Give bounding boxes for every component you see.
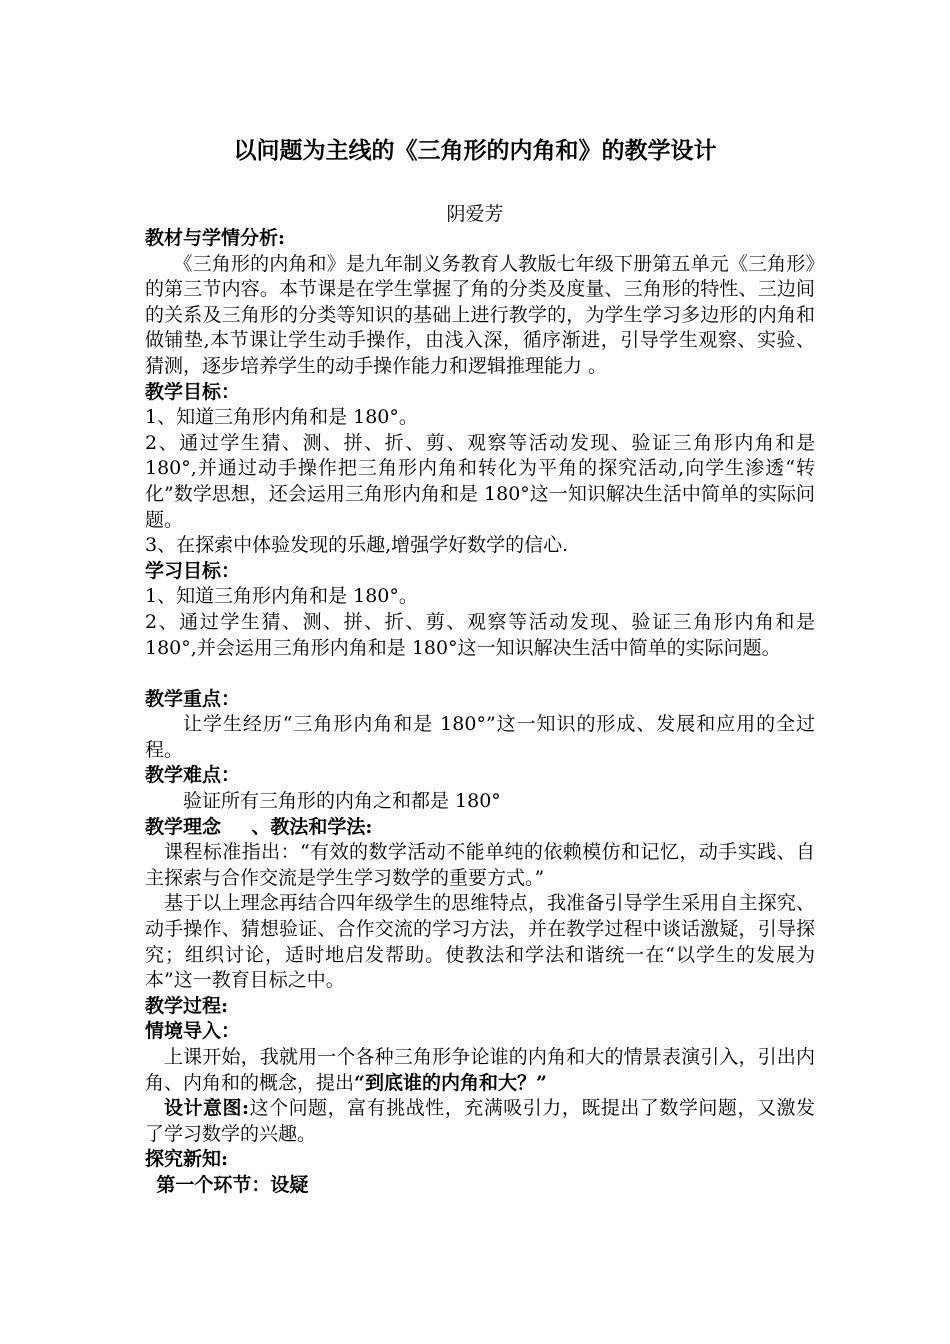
intro-heading: 情境导入： bbox=[145, 1020, 241, 1043]
learning-goals-heading: 学习目标： bbox=[145, 559, 241, 582]
learning-goal-item: 2、通过学生猜、测、拼、折、剪、观察等活动发现、验证三角形内角和是 180°,并会运用三角形内角和是 180°这一知识解决生活中简单的实际问题。 bbox=[145, 610, 815, 659]
key-points-paragraph: 让学生经历“三角形内角和是 180°”这一知识的形成、发展和应用的全过程。 bbox=[145, 713, 815, 761]
key-points-heading: 教学重点： bbox=[145, 687, 241, 710]
process-heading: 教学过程: bbox=[145, 994, 229, 1017]
philosophy-paragraph-2: 基于以上理念再结合四年级学生的思维特点，我准备引导学生采用自主探究、动手操作、猜想验证、合作交流的学习方法，并在教学过程中谈话激疑，引导探究；组织讨论，适时地启发帮助。使教法和学法和谐统一在“以学生的发展为本”这一教育目标之中。 bbox=[145, 892, 815, 992]
intro-text: 上课开始，我就用一个各种三角形争论谁的内角和大的情景表演引入，引出内角、内角和的概念，提出 bbox=[145, 1046, 815, 1094]
teaching-goal-item: 2、通过学生猜、测、拼、折、剪、观察等活动发现、验证三角形内角和是 180°,并通过动手操作把三角形内角和转化为平角的探究活动,向学生渗透“转化”数学思想，还会运用三角形内角和是 180°这一知识解决生活中简单的实际问题。 bbox=[145, 431, 815, 531]
document-body bbox=[145, 226, 815, 1199]
philosophy-heading-part-b: 、教法和学法: bbox=[251, 815, 373, 838]
teaching-goal-item: 3、在探索中体验发现的乐趣,增强学好数学的信心. bbox=[145, 534, 569, 557]
design-intent-text: 这个问题，富有挑战性，充满吸引力，既提出了数学问题，又激发了学习数学的兴趣。 bbox=[145, 1097, 815, 1145]
intro-question: “到底谁的内角和大？” bbox=[354, 1071, 547, 1094]
difficulty-paragraph: 验证所有三角形的内角之和都是 180° bbox=[183, 790, 501, 813]
philosophy-paragraph-1: 课程标准指出：“有效的数学活动不能单纯的依赖模仿和记忆，动手实践、自主探索与合作交流是学生学习数学的重要方式。” bbox=[145, 841, 815, 889]
intro-paragraph bbox=[145, 1045, 815, 1096]
document-title: 以问题为主线的《三角形的内角和》的教学设计 bbox=[233, 137, 717, 164]
teaching-goals-heading: 教学目标： bbox=[145, 380, 241, 403]
author-name: 阴爱芳 bbox=[446, 203, 504, 225]
learning-goal-item: 1、知道三角形内角和是 180°。 bbox=[145, 585, 418, 608]
analysis-heading: 教材与学情分析: bbox=[145, 227, 286, 249]
teaching-goal-item: 1、知道三角形内角和是 180°。 bbox=[145, 406, 418, 429]
design-intent-label: 设计意图: bbox=[164, 1097, 250, 1120]
philosophy-heading bbox=[145, 815, 815, 841]
design-intent-paragraph bbox=[145, 1096, 815, 1147]
difficulty-heading: 教学难点： bbox=[145, 764, 241, 787]
philosophy-heading-part-a: 教学理念 bbox=[145, 815, 222, 838]
blank-line bbox=[145, 661, 815, 687]
analysis-paragraph: 《三角形的内角和》是九年制义务教育人教版七年级下册第五单元《三角形》的第三节内容。本节课是在学生掌握了角的分类及度量、三角形的特性、三边间的关系及三角形的分类等知识的基础上进行教学的，为学生学习多边形的内角和做铺垫,本节课让学生动手操作，由浅入深，循序渐进，引导学生观察、实验、猜测，逐步培养学生的动手操作能力和逻辑推理能力 。 bbox=[145, 252, 815, 377]
explore-heading: 探究新知: bbox=[145, 1148, 229, 1171]
stage-one-heading: 第一个环节：设疑 bbox=[156, 1173, 309, 1196]
